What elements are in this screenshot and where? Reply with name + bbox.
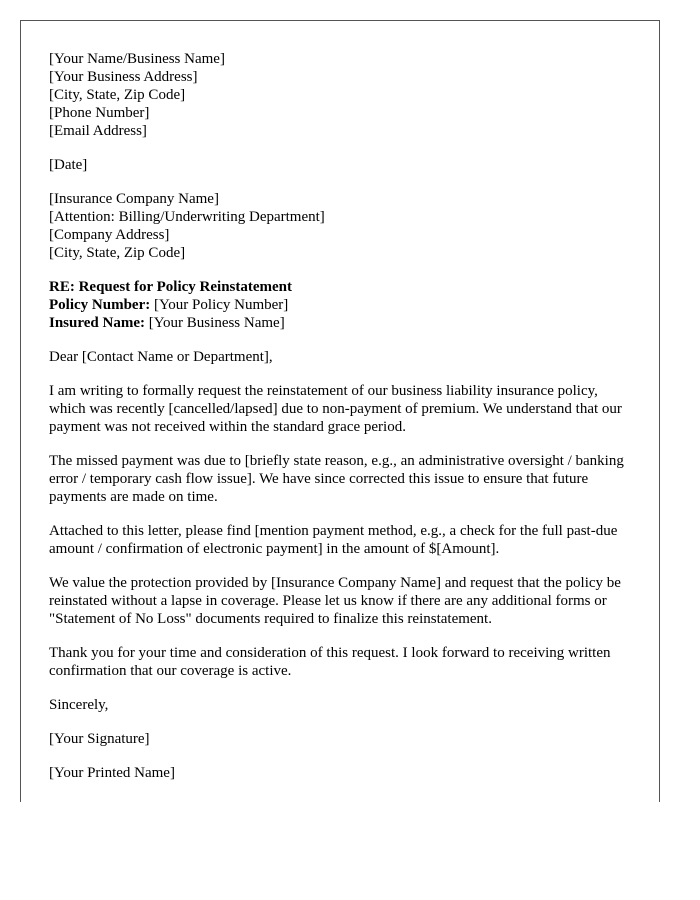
paragraph-payment: Attached to this letter, please find [mention payment method, e.g., a check for the full past-due amount / confirmation of electronic payment] in the amount of $[Amount]. [49, 523, 618, 557]
policy-number-label: Policy Number: [49, 297, 151, 313]
sender-name: [Your Name/Business Name] [49, 51, 225, 67]
signature-placeholder: [Your Signature] [49, 731, 150, 747]
paragraph-reason: The missed payment was due to [briefly state reason, e.g., an administrative oversight / banking error / temporary cash flow issue]. We have since corrected this issue to ensure that future payments are made on time. [49, 453, 624, 505]
salutation: Dear [Contact Name or Department], [49, 349, 273, 365]
letter-date: [Date] [49, 157, 88, 173]
recipient-city-state-zip: [City, State, Zip Code] [49, 245, 186, 261]
insured-name-line [49, 314, 634, 332]
policy-number-value: [Your Policy Number] [150, 297, 289, 313]
recipient-address: [Company Address] [49, 227, 170, 243]
paragraph-request: I am writing to formally request the reinstatement of our business liability insurance policy, which was recently [cancelled/lapsed] due to non-payment of premium. We understand that our payment was not received within the standard grace period. [49, 383, 622, 435]
sender-phone: [Phone Number] [49, 105, 150, 121]
sender-address: [Your Business Address] [49, 69, 198, 85]
date-block [49, 156, 634, 174]
sender-email: [Email Address] [49, 123, 147, 139]
letter-page [20, 20, 660, 802]
recipient-attention: [Attention: Billing/Underwriting Department] [49, 209, 325, 225]
re-line: RE: Request for Policy Reinstatement [49, 279, 293, 295]
printed-name: [Your Printed Name] [49, 765, 175, 781]
paragraph-coverage: We value the protection provided by [Insurance Company Name] and request that the policy be reinstated without a lapse in coverage. Please let us know if there are any additional forms or "Statement of No Loss" documents required to finalize this reinstatement. [49, 575, 621, 627]
letter-body [49, 50, 634, 782]
recipient-company: [Insurance Company Name] [49, 191, 219, 207]
sender-city-state-zip: [City, State, Zip Code] [49, 87, 186, 103]
policy-number-line [49, 296, 634, 314]
sender-block [49, 50, 634, 140]
recipient-block [49, 190, 634, 262]
closing: Sincerely, [49, 697, 109, 713]
insured-name-value: [Your Business Name] [144, 315, 285, 331]
insured-name-label: Insured Name: [49, 315, 145, 331]
reference-block [49, 278, 634, 332]
paragraph-thanks: Thank you for your time and consideration of this request. I look forward to receiving written confirmation that our coverage is active. [49, 645, 611, 679]
